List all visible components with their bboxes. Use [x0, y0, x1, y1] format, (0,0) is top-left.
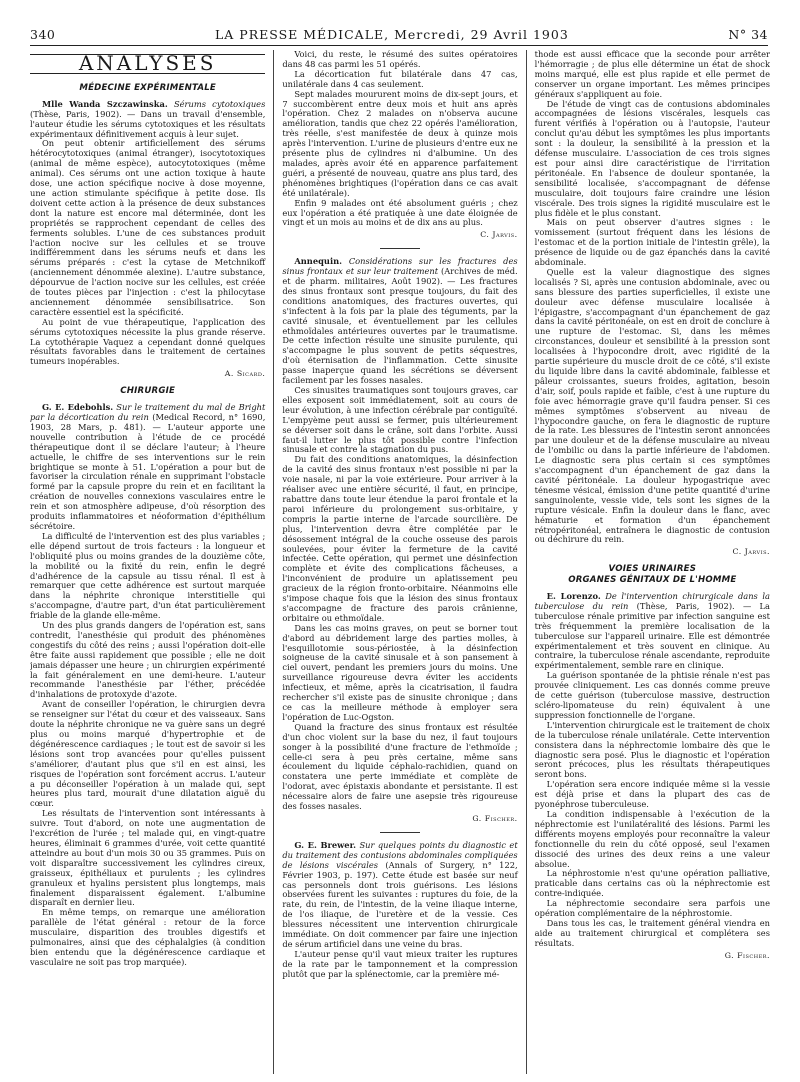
article-title: Sérums cytotoxiques — [167, 98, 266, 109]
author: Mlle Wanda Szczawinska. — [42, 98, 168, 109]
paragraph: Au point de vue thérapeutique, l'application des sérums cytotoxiques nécessite la plus grande réserve. La cytothérapie Vaquez a cependant donné quelques résultats favorables dans le traitement de certaines tumeurs inopérables. — [30, 316, 266, 367]
abstract-edebohls — [30, 403, 265, 532]
paragraph: (Archives de méd. et de pharm. militaires, Août 1902). — Les fractures des sinus frontaux sont presque toujours, du fait des conditions anatomiques, des fractures ouvertes, qui s'infectent à la fois par la plaie des téguments, par la cavité sinusale, et éventuellement par les cellules ethmoïdales antérieures ouvertes par le traumatisme. De cette infection résulte une sinusite purulente, qui s'accompagne le plus souvent de petits séquestres, d'où éternisation de l'inflammation. Cette sinusite passe inaperçue quand les sécrétions se déversent facilement par les fosses nasales. — [282, 266, 518, 386]
paragraph: (Thèse, Paris, 1902). — Dans un travail d'ensemble, l'auteur étudie les sérums cytotoxiques et les résultats expérimentaux définitivement acquis à leur sujet. — [30, 108, 266, 139]
signature: C. Jarvis. — [732, 547, 770, 557]
abstract-lorenzo — [535, 592, 770, 671]
signature: G. Fischer. — [724, 950, 770, 960]
signature: A. Sicard. — [224, 369, 266, 379]
author: Annequin. — [294, 256, 343, 267]
page-number: 340 — [30, 27, 56, 42]
paragraph: La condition indispensable à l'exécution de la néphrectomie est l'unilatéralité des lésions. Parmi les différents moyens employés pour reconnaître la valeur fonctionnelle du rein du côté opposé, seul l'examen dissocié des urines des deux reins a une valeur absolue. — [534, 808, 770, 869]
paragraph: Quelle est la valeur diagnostique des signes localisés ? Si, après une contusion abdominale, avec ou sans blessure des parties superficielles, il existe une douleur avec défense musculaire localisée à l'épigastre, s'accompagnant d'un épanchement de gaz dans la cavité péritonéale, on est en droit de conclure à une rupture de l'estomac. Si, dans les mêmes circonstances, douleur et sensibilité à la pression sont localisées à l'hypocondre droit, avec rigidité de la partie supérieure du muscle droit de ce côté, s'il existe du liquide libre dans la cavité abdominale, faiblesse et pâleur croissantes, sueurs froides, agitation, besoin d'air, soif, pouls rapide et faible, c'est à une rupture du foie avec hémorragie grave qu'il faudra penser. Si ces mêmes symptômes s'observent au niveau de l'hypocondre gauche, on fera le diagnostic de rupture de la rate. Les blessures de l'intestin seront annoncées par une douleur et de la défense musculaire au niveau de l'ombilic ou dans la partie inférieure de l'abdomen. Le diagnostic sera plus certain si ces symptômes s'accompagnent d'un épanchement de gaz dans la cavité péritonéale. La douleur hypogastrique avec ténesme vésical, émission d'une petite quantité d'urine sanguinolente, vessie vide, tels sont les signes de la rupture vésicale. Enfin la douleur dans le flanc, avec hématurie et formation d'un épanchement rétropéritonéal, entraînera le diagnostic de contusion ou déchirure du rein. — [534, 266, 770, 545]
paragraph: La décortication fut bilatérale dans 47 cas, unilatérale dans 4 cas seulement. — [282, 68, 518, 89]
section-title: ANALYSES — [30, 54, 265, 74]
paragraph: Un des plus grands dangers de l'opération est, sans contredit, l'anesthésie qui produit des phénomènes congestifs du côté des reins ; aussi l'opération doit-elle être faite aussi rapidement que possible ; elle ne doit jamais dépasser une heure ; un chirurgien expérimenté la fait généralement en une demi-heure. L'auteur recommande l'anesthésie par l'éther, précédée d'inhalations de protoxyde d'azote. — [30, 620, 266, 700]
paragraph: (Thèse, Paris, 1902). — La tuberculose rénale primitive par infection sanguine est très fréquemment la première localisation de la tuberculose sur l'appareil urinaire. Elle est démontrée expérimentalement et très souvent en clinique. Au contraire, la tuberculose rénale ascendante, reproduite expérimentalement, semble rare en clinique. — [534, 600, 770, 671]
paragraph: Quand la fracture des sinus frontaux est résultée d'un choc violent sur la base du nez, il faut toujours songer à la possibilité d'une fracture de l'ethmoïde ; celle-ci sera à peu près certaine, même sans écoulement du liquide céphalo-rachidien, quand on constatera une perte immédiate et complète de l'odorat, avec épistaxis abondante et persistante. Il est nécessaire alors de faire une asepsie très rigoureuse des fosses nasales. — [282, 721, 518, 812]
subheading-urinary-tract: VOIES URINAIRES — [608, 564, 697, 575]
subheading-surgery: CHIRURGIE — [120, 386, 176, 397]
abstract-annequin — [282, 257, 517, 386]
divider — [380, 248, 420, 249]
paragraph: (Medical Record, n° 1690, 1903, 28 Mars, p. 481). — L'auteur apporte une nouvelle contribution à l'étude de ce procédé thérapeutique dont il se déclare l'auteur; à l'heure actuelle, le chiffre de ses interventions sur le rein brightique se monte à 51. L'opération a pour but de favoriser la circulation rénale en supprimant l'obstacle formé par la capsule propre du rein et en facilitant la création de nouvelles connexions vasculaires entre le rein et son atmosphère adipeuse, d'où résorption des produits inflammatoires et néoformation d'épithélium sécrétoire. — [30, 412, 266, 531]
paragraph: thode est aussi efficace que la seconde pour arrêter l'hémorragie ; de plus elle détermine un état de shock moins marqué, elle est plus rapide et elle permet de conserver un organe important. Les mêmes principes généraux s'appliquent au foie. — [534, 50, 770, 99]
paragraph: Dans tous les cas, le traitement général viendra en aide au traitement chirurgical et complétera ses résultats. — [534, 917, 770, 948]
author: G. E. Edebohls. — [42, 402, 114, 413]
paragraph: Ces sinusites traumatiques sont toujours graves, car elles exposent soit immédiatement, soit au cours de leur évolution, à une infection cérébrale par contiguïté. L'empyème peut aussi se fermer, puis ultérieurement se déverser soit dans le crâne, soit dans l'orbite. Aussi faut-il lutter le plus tôt possible contre l'infection sinusale et contre la stagnation du pus. — [282, 385, 518, 455]
abstract-szczawinska — [30, 100, 265, 140]
issue-number: N° 34 — [728, 27, 768, 42]
subheading-male-genital-organs: ORGANES GÉNITAUX DE L'HOMME — [568, 575, 737, 586]
page-header — [30, 20, 768, 46]
paragraph: Mais on peut observer d'autres signes : le vomissement (surtout fréquent dans les lésions de l'estomac et de la portion initiale de l'intestin grêle), la présence de liquide ou de gaz épanchés dans la cavité abdominale. — [534, 217, 770, 268]
column-1 — [30, 50, 273, 1074]
signature: G. Fischer. — [472, 813, 518, 823]
article-title: Sur le traitement du mal de Bright par la décortication du rein — [30, 402, 266, 422]
abstract-brewer — [282, 841, 517, 950]
paragraph: (Annals of Surgery, n° 122, Février 1903, p. 197). Cette étude est basée sur neuf cas personnels dont trois guérisons. Les lésions observées furent les suivantes : ruptures du foie, de la rate, du rein, de l'intestin, de la veine iliaque interne, de l'os iliaque, de l'uretère et de la vessie. Ces blessures nécessitent une intervention chirurgicale immédiate. On doit commencer par faire une injection de sérum artificiel dans une veine du bras. — [282, 859, 518, 949]
paragraph: L'opération sera encore indiquée même si la vessie est déjà prise et dans la plupart des cas de pyonéphrose tuberculeuse. — [534, 779, 770, 810]
divider — [380, 832, 420, 833]
paragraph: En même temps, on remarque une amélioration parallèle de l'état général : retour de la force musculaire, disparition des troubles digestifs et pulmonaires, ainsi que des céphalalgies (à condition bien entendu que la dégénérescence cardiaque et vasculaire ne soit pas trop marquée). — [30, 907, 266, 967]
paragraph: Sept malades moururent moins de dix-sept jours, et 7 succombèrent entre deux mois et huit ans après l'opération. Chez 2 malades on n'observa aucune amélioration, tandis que chez 22 opérés l'amélioration, très réelle, s'est manifestée de deux à quinze mois après l'intervention. L'urine de plusieurs d'entre eux ne présente plus de cylindres ni d'albumine. Un des malades, après avoir été en apparence parfaitement guéri, a présenté de nouveau, quatre ans plus tard, des phénomènes brightiques (l'opération dans ce cas avait été unilatérale). — [282, 88, 518, 198]
paragraph: On peut obtenir artificiellement des sérums hétérocytotoxiques (animal étranger), isocytotoxiques (animal de même espèce), autocytotoxiques (même animal). Ces sérums ont une action toxique à haute dose, une action spécifique nocive à dose moyenne, une action stimulante spécifique à petite dose. Ils doivent cette action à la présence de deux substances dont la nature est encore mal déterminée, dont les propriétés se rapprochent cependant de celles des ferments solubles. L'une de ces substances produit l'action nocive sur les cellules et se trouve indifféremment dans les sérums neufs et dans les sérums préparés : c'est la cytase de Metchnikoff (anciennement dénommée alexine). L'autre substance, dépourvue de l'action nocive sur les cellules, est créée de toutes pièces par l'injection : c'est la philocytase anciennement dénommée sensibilisatrice. Son caractère essentiel est la spécificité. — [30, 138, 266, 317]
paragraph: Les résultats de l'intervention sont intéressants à suivre. Tout d'abord, on note une augmentation de l'excrétion de l'urée ; tel malade qui, en vingt-quatre heures, éliminait 6 grammes d'urée, voit cette quantité atteindre au bout d'un mois 30 ou 35 grammes. Puis on voit disparaître successivement les cylindres cireux, graisseux, épithéliaux et purulents ; les cylindres granuleux et hyalins persistent plus longtemps, mais finalement disparaissent également. L'albumine disparaît en dernier lieu. — [30, 808, 266, 908]
signature: C. Jarvis. — [480, 230, 518, 240]
article-columns — [30, 50, 770, 1074]
paragraph: De l'étude de vingt cas de contusions abdominales accompagnées de lésions viscérales, lesquels cas furent vérifiés à l'opération ou à l'autopsie, l'auteur conclut qu'au début les symptômes les plus importants sont : la douleur, la sensibilité à la pression et la défense musculaire. L'association de ces trois signes est pour ainsi dire caractéristique de l'irritation péritonéale. En l'absence de douleur spontanée, la sensibilité localisée, s'accompagnant de défense musculaire, doit toujours faire craindre une lésion viscérale. Des trois signes la rigidité musculaire est le plus fidèle et le plus constant. — [534, 98, 770, 218]
paragraph: Du fait des conditions anatomiques, la désinfection de la cavité des sinus frontaux n'est possible ni par la voie nasale, ni par la voie extérieure. Pour arriver à la réaliser avec une entière sécurité, il faut, en principe, rabattre dans toute leur étendue la paroi frontale et la paroi inférieure du prolongement sus-orbitaire, y compris la partie interne de l'arcade sourcilière. De plus, l'intervention devra être complétée par le désossement intégral de la couche osseuse des parois soulevées, pour éviter la fermeture de la cavité infectée. Cette opération, qui permet une désinfection complète et évite des complications fâcheuses, a l'inconvénient de produire un aplatissement peu gracieux de la région fronto-orbitaire. Néanmoins elle s'impose chaque fois que la lésion des sinus frontaux s'accompagne de fracture des parois crânienne, orbitaire ou ethmoïdale. — [282, 454, 518, 623]
column-2 — [273, 50, 525, 1074]
paragraph: L'auteur pense qu'il vaut mieux traiter les ruptures de la rate par le tamponnement et la compression plutôt que par la splénectomie, car la première mé- — [282, 948, 518, 979]
paragraph: Enfin 9 malades ont été absolument guéris ; chez eux l'opération a été pratiquée à une date éloignée de vingt et un mois au moins et de dix ans au plus. — [282, 197, 518, 228]
paragraph: Voici, du reste, le résumé des suites opératoires dans 48 cas parmi les 51 opérés. — [282, 50, 518, 69]
paragraph: La néphrostomie n'est qu'une opération palliative, praticable dans certains cas où la néphrectomie est contre-indiquée. — [534, 868, 770, 899]
paragraph: La difficulté de l'intervention est des plus variables ; elle dépend surtout de trois facteurs : la longueur et l'obliquité plus ou moins grandes de la douzième côte, la mobilité ou la fixité du rein, enfin le degré d'adhérence de la capsule au tissu rénal. Il est à remarquer que cette adhérence est surtout marquée dans la néphrite chronique interstitielle qui s'accompagne, d'autre part, d'un état particulièrement friable de la glande elle-même. — [30, 530, 266, 621]
paragraph: Dans les cas moins graves, on peut se borner tout d'abord au débridement large des parties molles, à l'esquillotomie sous-périostée, à la désinfection soigneuse de la cavité sinusale et à son pansement à ciel ouvert, pendant les premiers jours du moins. Une surveillance rigoureuse devra éviter les accidents infectieux, et même, après la cicatrisation, il faudra rechercher s'il existe pas de sinusite chronique ; dans ce cas la meilleure méthode à employer sera l'opération de Luc-Ogston. — [282, 622, 518, 722]
journal-title: LA PRESSE MÉDICALE, Mercredi, 29 Avril 1903 — [214, 27, 569, 42]
paragraph: L'intervention chirurgicale est le traitement de choix de la tuberculose rénale unilatérale. Cette intervention consistera dans la néphrectomie lombaire dès que le diagnostic sera posé. Plus le diagnostic et l'opération seront précoces, plus les résultats thérapeutiques seront bons. — [534, 719, 770, 780]
paragraph: La néphrectomie secondaire sera parfois une opération complémentaire de la néphrostomie. — [534, 898, 770, 919]
paragraph: La guérison spontanée de la phtisie rénale n'est pas prouvée cliniquement. Les cas donnés comme preuve de cette guérison (tuberculose massive, destruction scléro-lipomateuse du rein) équivalent à une suppression fonctionnelle de l'organe. — [534, 670, 770, 720]
article-title: De l'intervention chirurgicale dans la tuberculose du rein — [534, 591, 770, 611]
author: G. E. Brewer. — [294, 839, 357, 850]
column-3 — [526, 50, 770, 1074]
paragraph: Avant de conseiller l'opération, le chirurgien devra se renseigner sur l'état du cœur et des vaisseaux. Sans doute la néphrite chronique ne va guère sans un degré plus ou moins marqué d'hypertrophie et de dégénérescence cardiaques ; le tout est de savoir si les lésions sont trop avancées pour qu'elles puissent s'améliorer, d'autant plus que s'il en est ainsi, les risques de l'opération sont forcément accrus. L'auteur a pu déconseiller l'opération à un malade qui, sept heures plus tard, mourait d'une dilatation aiguë du cœur. — [30, 699, 266, 809]
subheading-experimental-medicine: MÉDECINE EXPÉRIMENTALE — [79, 82, 216, 93]
article-title: Considérations sur les fractures des sinus frontaux et sur leur traitement — [282, 256, 518, 277]
author: E. Lorenzo. — [546, 591, 601, 602]
article-title: Sur quelques points du diagnostic et du traitement des contusions abdominales compliquées de lésions viscérales — [282, 839, 518, 870]
